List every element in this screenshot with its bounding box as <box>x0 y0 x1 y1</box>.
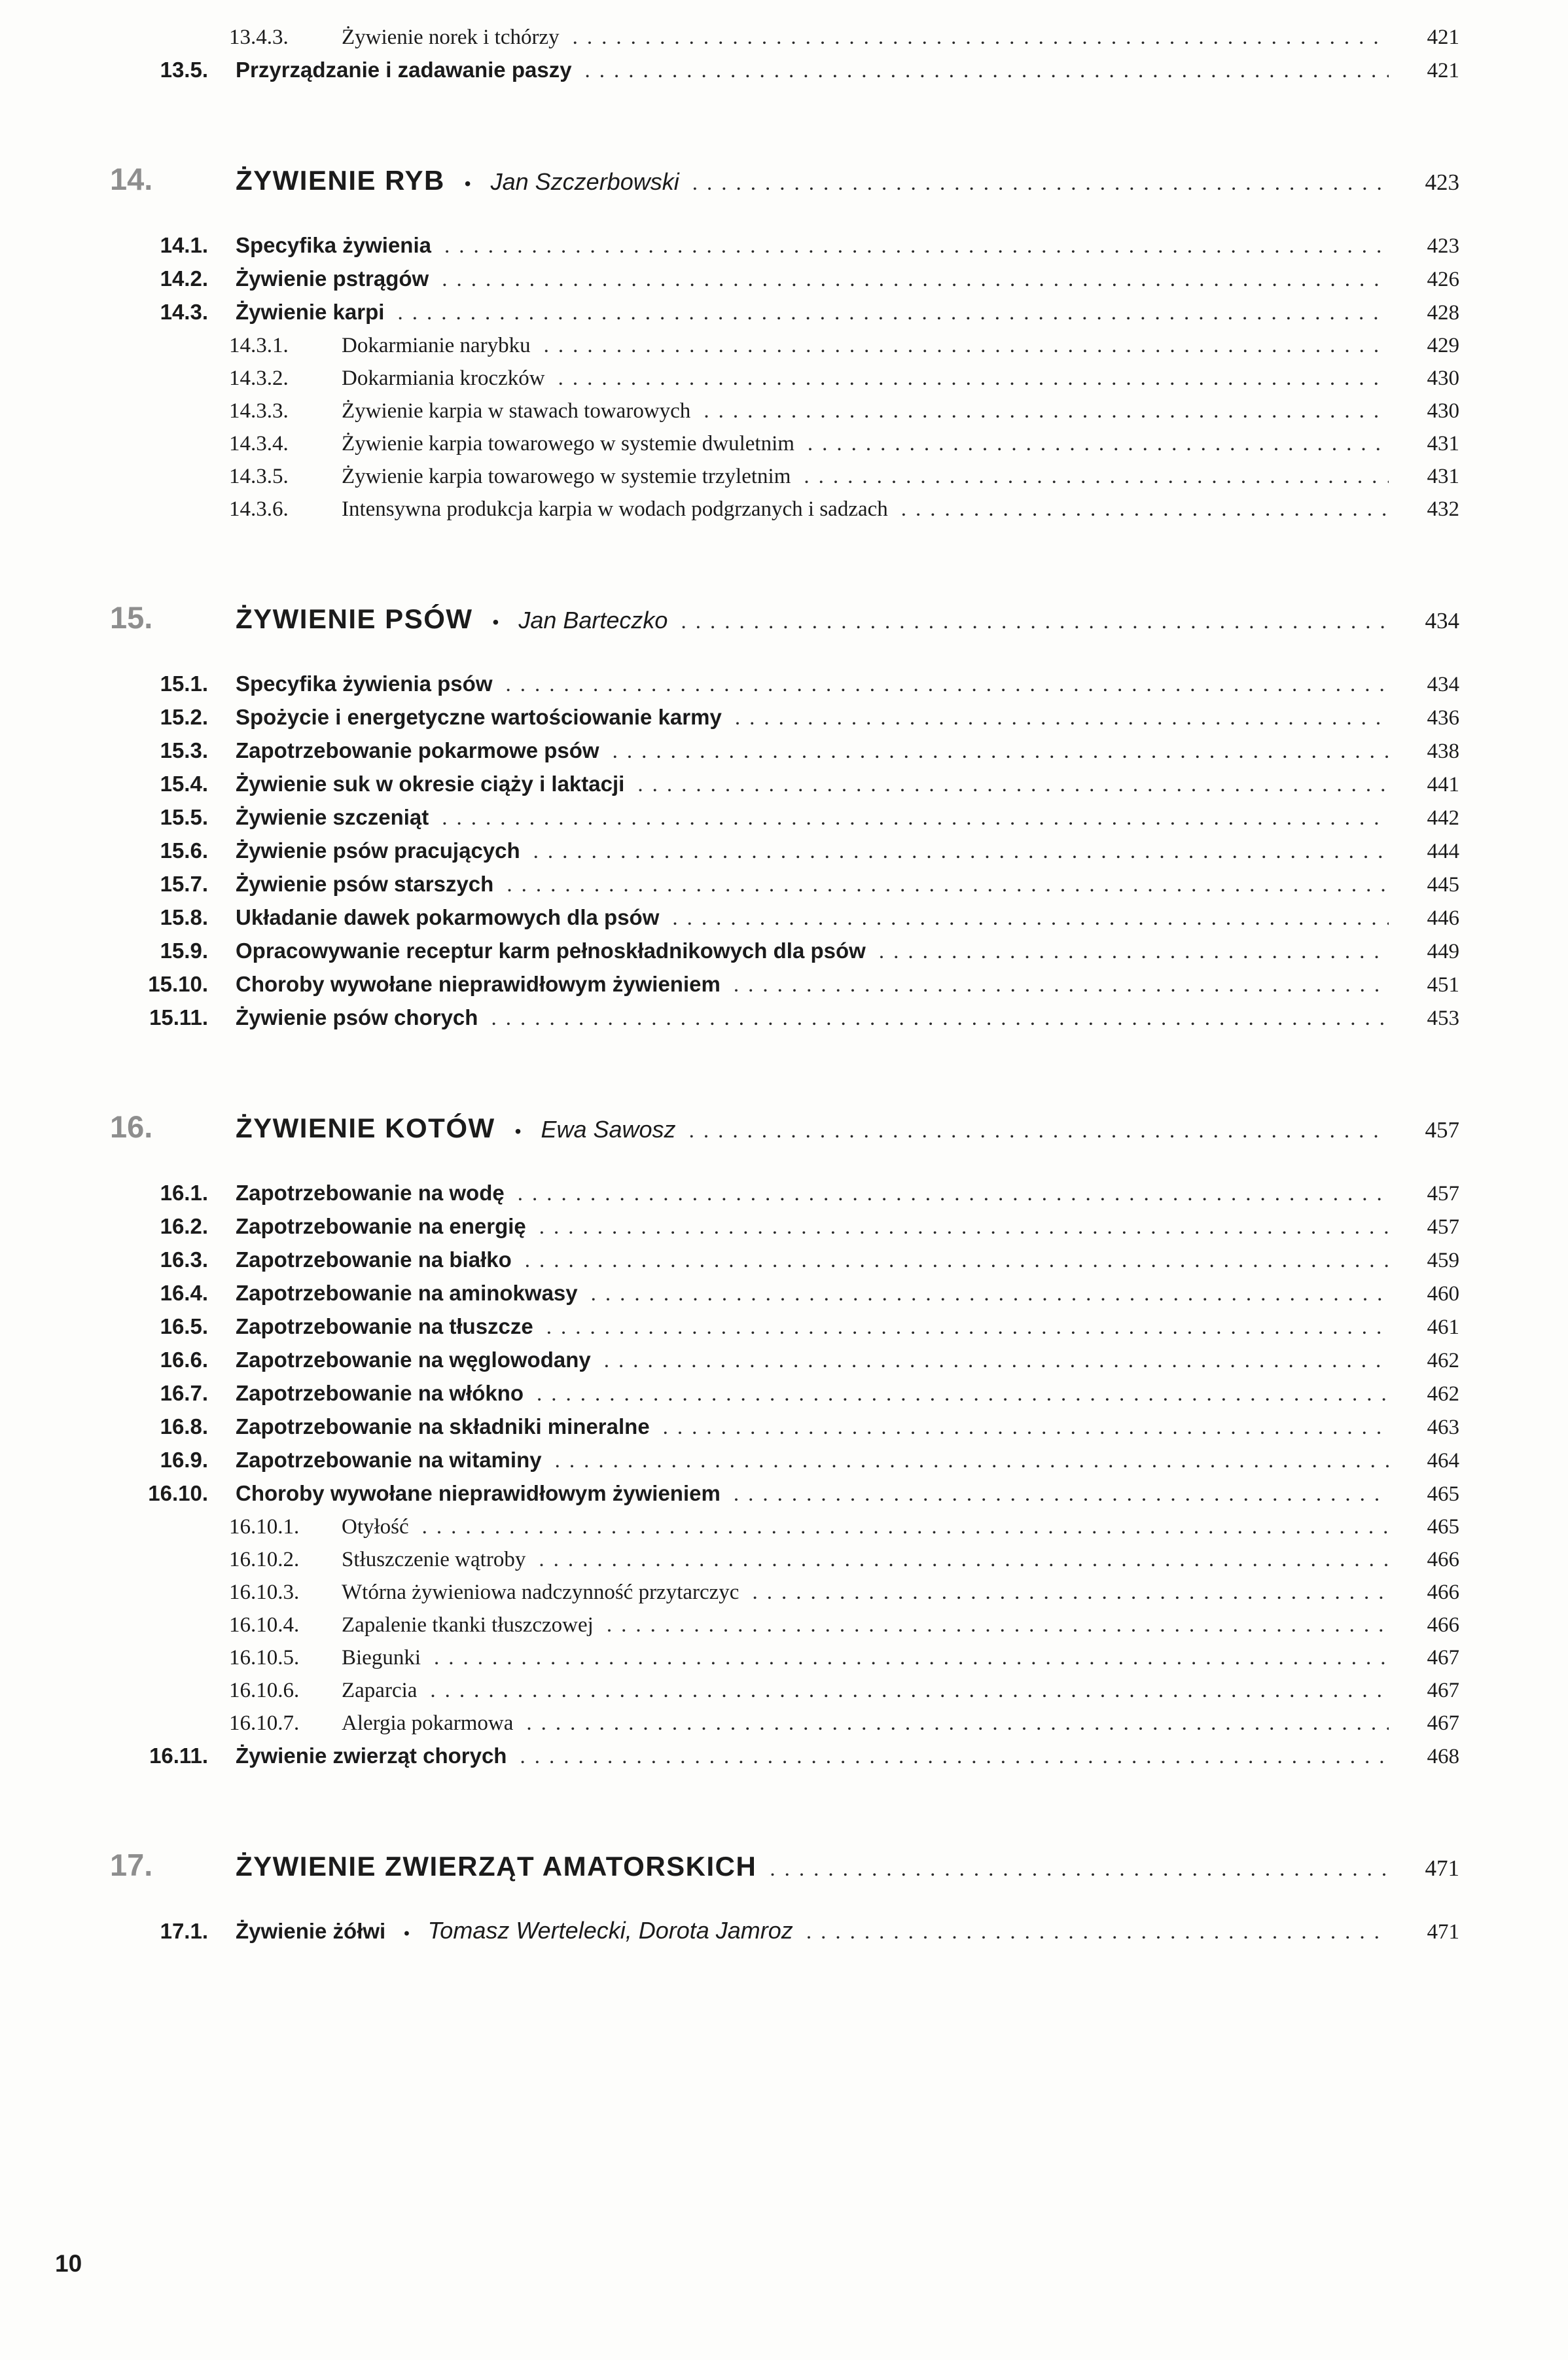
entry-number: 14.1. <box>160 233 208 257</box>
toc-entry <box>0 901 1459 935</box>
toc-entry <box>0 1707 1459 1740</box>
chapter-title: ŻYWIENIE RYB <box>236 165 445 196</box>
dot-leader <box>734 1478 1389 1511</box>
dot-leader <box>507 868 1389 901</box>
chapter-number: 17. <box>110 1848 153 1882</box>
toc-entry <box>0 1410 1459 1444</box>
toc-entry <box>0 1674 1459 1707</box>
chapter-title: ŻYWIENIE PSÓW <box>236 603 473 634</box>
entry-title: Żywienie karpi <box>236 300 385 324</box>
toc-entry <box>0 1740 1459 1773</box>
entry-page-number: 468 <box>1427 1745 1459 1768</box>
toc-entry <box>0 229 1459 262</box>
bullet-separator: • <box>404 1925 410 1942</box>
entry-title: Wtórna żywieniowa nadczynność przytarczyc <box>342 1581 739 1604</box>
dot-leader <box>430 1674 1389 1707</box>
entry-number: 16.8. <box>160 1414 208 1439</box>
toc-entry <box>0 668 1459 701</box>
dot-leader <box>804 460 1389 493</box>
entry-number: 15.7. <box>160 872 208 896</box>
entry-title: Żywienie karpia towarowego w systemie trzyletnim <box>342 465 791 488</box>
entry-number: 16.1. <box>160 1181 208 1205</box>
toc-entry <box>0 1609 1459 1641</box>
dot-leader <box>901 493 1389 526</box>
toc-entry <box>0 834 1459 868</box>
entry-title: Żywienie psów pracujących <box>236 838 520 863</box>
chapter-author: Jan Barteczko <box>518 607 668 634</box>
dot-leader <box>526 1707 1389 1740</box>
entry-page-number: 434 <box>1427 673 1459 696</box>
entry-page-number: 457 <box>1427 1182 1459 1206</box>
entry-page-number: 463 <box>1427 1416 1459 1439</box>
toc-entry <box>0 460 1459 493</box>
entry-page-number: 445 <box>1427 873 1459 897</box>
toc-entry <box>0 1576 1459 1609</box>
entry-page-number: 466 <box>1427 1613 1459 1637</box>
dot-leader <box>533 835 1389 868</box>
toc-entry <box>0 1377 1459 1410</box>
entry-title: Zapotrzebowanie na składniki mineralne <box>236 1414 650 1439</box>
toc-entry <box>0 1277 1459 1310</box>
entry-number: 14.3.1. <box>229 334 289 357</box>
entry-page-number: 471 <box>1427 1920 1459 1944</box>
bullet-separator: • <box>492 612 499 632</box>
entry-page-number: 423 <box>1427 234 1459 258</box>
entry-number: 14.3. <box>160 300 208 324</box>
entry-title: Zapotrzebowanie na włókno <box>236 1381 524 1405</box>
entry-title: Zapotrzebowanie pokarmowe psów <box>236 738 599 762</box>
entry-author: Tomasz Wertelecki, Dorota Jamroz <box>427 1917 793 1944</box>
toc-entry <box>0 296 1459 329</box>
dot-leader <box>735 702 1389 734</box>
dot-leader <box>672 902 1389 935</box>
chapter-title: ŻYWIENIE ZWIERZĄT AMATORSKICH <box>236 1851 757 1882</box>
dot-leader <box>734 969 1389 1001</box>
toc-entry <box>0 1641 1459 1674</box>
entry-page-number: 428 <box>1427 301 1459 325</box>
dot-leader <box>444 230 1389 262</box>
entry-page-number: 438 <box>1427 740 1459 763</box>
toc-entry <box>0 734 1459 768</box>
toc-entry <box>0 1477 1459 1511</box>
dot-leader <box>491 1002 1389 1035</box>
entry-page-number: 421 <box>1427 26 1459 49</box>
entry-title: Zapalenie tkanki tłuszczowej <box>342 1613 594 1637</box>
dot-leader <box>663 1411 1389 1444</box>
entry-number: 16.11. <box>149 1743 208 1768</box>
entry-number: 16.10.4. <box>229 1613 300 1637</box>
chapter-page-number: 471 <box>1425 1855 1459 1881</box>
toc-chapter-heading <box>0 1105 1459 1153</box>
dot-leader <box>689 1109 1389 1153</box>
entry-page-number: 426 <box>1427 268 1459 291</box>
toc-chapter-heading <box>0 1844 1459 1891</box>
entry-title: Zapotrzebowanie na białko <box>236 1247 512 1272</box>
dot-leader <box>591 1278 1389 1310</box>
toc-entry <box>0 1243 1459 1277</box>
entry-number: 17.1. <box>160 1919 208 1943</box>
entry-title: Spożycie i energetyczne wartościowanie karmy <box>236 705 722 729</box>
entry-page-number: 467 <box>1427 1679 1459 1702</box>
entry-page-number: 442 <box>1427 806 1459 830</box>
entry-page-number: 429 <box>1427 334 1459 357</box>
entry-title: Zaparcia <box>342 1679 418 1702</box>
entry-page-number: 446 <box>1427 906 1459 930</box>
dot-leader <box>442 802 1389 834</box>
entry-page-number: 467 <box>1427 1646 1459 1670</box>
dot-leader <box>704 395 1389 427</box>
dot-leader <box>558 362 1389 395</box>
dot-leader <box>637 768 1389 801</box>
entry-number: 15.11. <box>149 1005 208 1029</box>
entry-title: Żywienie szczeniąt <box>236 805 429 829</box>
entry-number: 14.3.3. <box>229 399 289 423</box>
toc-entry <box>0 362 1459 395</box>
entry-title: Żywienie psów starszych <box>236 872 494 896</box>
entry-number: 15.3. <box>160 738 208 762</box>
chapter-number: 15. <box>110 600 153 635</box>
dot-leader <box>604 1344 1389 1377</box>
entry-title: Żywienie norek i tchórzy <box>342 26 560 49</box>
toc-entry <box>0 262 1459 296</box>
entry-title: Alergia pokarmowa <box>342 1711 514 1735</box>
entry-number: 14.3.4. <box>229 432 289 456</box>
bullet-separator: • <box>514 1121 522 1141</box>
entry-page-number: 430 <box>1427 399 1459 423</box>
entry-page-number: 457 <box>1427 1215 1459 1239</box>
entry-title: Stłuszczenie wątroby <box>342 1548 526 1571</box>
entry-number: 16.10.7. <box>229 1711 300 1735</box>
entry-number: 16.10. <box>148 1481 208 1505</box>
entry-page-number: 436 <box>1427 706 1459 730</box>
entry-number: 15.6. <box>160 838 208 863</box>
entry-title: Intensywna produkcja karpia w wodach podgrzanych i sadzach <box>342 497 888 521</box>
dot-leader <box>539 1543 1389 1576</box>
entry-number: 16.10.6. <box>229 1679 300 1702</box>
toc-entry <box>0 1344 1459 1377</box>
toc-entry <box>0 427 1459 460</box>
chapter-author: Ewa Sawosz <box>541 1116 676 1143</box>
toc-entry <box>0 395 1459 427</box>
dot-leader <box>613 735 1389 768</box>
entry-title: Opracowywanie receptur karm pełnoskładnikowych dla psów <box>236 939 866 963</box>
chapter-number: 16. <box>110 1109 153 1144</box>
toc-entry <box>0 1210 1459 1243</box>
entry-number: 13.4.3. <box>229 26 289 49</box>
entry-title: Żywienie suk w okresie ciąży i laktacji <box>236 772 625 796</box>
entry-page-number: 431 <box>1427 465 1459 488</box>
entry-page-number: 465 <box>1427 1482 1459 1506</box>
entry-page-number: 466 <box>1427 1581 1459 1604</box>
entry-title: Biegunki <box>342 1646 421 1670</box>
entry-title: Żywienie karpia towarowego w systemie dwuletnim <box>342 432 794 456</box>
entry-number: 15.9. <box>160 939 208 963</box>
entry-page-number: 465 <box>1427 1515 1459 1539</box>
entry-title: Zapotrzebowanie na węglowodany <box>236 1348 591 1372</box>
dot-leader <box>546 1311 1389 1344</box>
entry-number: 16.3. <box>160 1247 208 1272</box>
dot-leader <box>506 668 1389 701</box>
toc-entry <box>0 1914 1459 1950</box>
dot-leader <box>681 600 1389 643</box>
entry-page-number: 441 <box>1427 773 1459 796</box>
entry-page-number: 467 <box>1427 1711 1459 1735</box>
entry-number: 16.7. <box>160 1381 208 1405</box>
entry-title: Dokarmiania kroczków <box>342 367 545 390</box>
toc-entry <box>0 935 1459 968</box>
entry-title: Zapotrzebowanie na witaminy <box>236 1448 542 1472</box>
toc-entry <box>0 1511 1459 1543</box>
entry-number: 15.4. <box>160 772 208 796</box>
toc-entry <box>0 493 1459 526</box>
dot-leader <box>879 935 1389 968</box>
dot-leader <box>808 427 1389 460</box>
toc-chapter-heading <box>0 596 1459 644</box>
entry-number: 15.10. <box>148 972 208 996</box>
toc-entry <box>0 868 1459 901</box>
entry-page-number: 460 <box>1427 1282 1459 1306</box>
entry-title: Dokarmianie narybku <box>342 334 531 357</box>
toc <box>0 21 1568 1950</box>
entry-number: 16.6. <box>160 1348 208 1372</box>
toc-entry <box>0 1543 1459 1576</box>
entry-title: Układanie dawek pokarmowych dla psów <box>236 905 660 929</box>
entry-title: Otyłość <box>342 1515 409 1539</box>
dot-leader <box>539 1211 1389 1243</box>
dot-leader <box>397 296 1389 329</box>
toc-entry <box>0 801 1459 834</box>
entry-title: Żywienie pstrągów <box>236 266 429 291</box>
entry-page-number: 461 <box>1427 1315 1459 1339</box>
entry-number: 16.10.2. <box>229 1548 300 1571</box>
dot-leader <box>585 54 1389 87</box>
entry-title: Choroby wywołane nieprawidłowym żywieniem <box>236 972 721 996</box>
entry-page-number: 449 <box>1427 940 1459 963</box>
entry-number: 15.2. <box>160 705 208 729</box>
entry-page-number: 444 <box>1427 840 1459 863</box>
entry-page-number: 462 <box>1427 1382 1459 1406</box>
dot-leader <box>607 1609 1389 1641</box>
entry-number: 14.3.2. <box>229 367 289 390</box>
entry-page-number: 431 <box>1427 432 1459 456</box>
entry-title: Zapotrzebowanie na tłuszcze <box>236 1314 533 1338</box>
chapter-page-number: 457 <box>1425 1117 1459 1143</box>
toc-entry <box>0 21 1459 54</box>
entry-page-number: 459 <box>1427 1249 1459 1272</box>
entry-number: 16.5. <box>160 1314 208 1338</box>
chapter-title: ŻYWIENIE KOTÓW <box>236 1113 495 1143</box>
toc-entry <box>0 1177 1459 1210</box>
entry-number: 16.10.5. <box>229 1646 300 1670</box>
toc-entry <box>0 329 1459 362</box>
entry-number: 16.9. <box>160 1448 208 1472</box>
toc-entry <box>0 701 1459 734</box>
dot-leader <box>770 1848 1389 1891</box>
entry-title: Specyfika żywienia psów <box>236 671 493 696</box>
dot-leader <box>518 1177 1389 1210</box>
dot-leader <box>555 1444 1389 1477</box>
dot-leader <box>692 162 1389 205</box>
entry-page-number: 430 <box>1427 367 1459 390</box>
entry-page-number: 464 <box>1427 1449 1459 1473</box>
entry-page-number: 466 <box>1427 1548 1459 1571</box>
entry-number: 16.10.3. <box>229 1581 300 1604</box>
entry-title: Żywienie żółwi <box>236 1919 386 1943</box>
toc-chapter-heading <box>0 158 1459 206</box>
folio-page-number: 10 <box>55 2250 82 2277</box>
entry-number: 16.10.1. <box>229 1515 300 1539</box>
chapter-number: 14. <box>110 162 153 196</box>
entry-number: 15.5. <box>160 805 208 829</box>
toc-entry <box>0 768 1459 801</box>
toc-entry <box>0 1310 1459 1344</box>
entry-title: Zapotrzebowanie na aminokwasy <box>236 1281 578 1305</box>
dot-leader <box>544 329 1389 362</box>
dot-leader <box>525 1244 1389 1277</box>
chapter-page-number: 423 <box>1425 170 1459 195</box>
dot-leader <box>806 1916 1389 1948</box>
chapter-author: Jan Szczerbowski <box>490 168 679 195</box>
entry-title: Żywienie zwierząt chorych <box>236 1743 507 1768</box>
dot-leader <box>537 1378 1389 1410</box>
dot-leader <box>422 1511 1389 1543</box>
dot-leader <box>520 1740 1389 1773</box>
entry-title: Choroby wywołane nieprawidłowym żywieniem <box>236 1481 721 1505</box>
chapter-page-number: 434 <box>1425 608 1459 634</box>
dot-leader <box>442 263 1389 296</box>
entry-page-number: 462 <box>1427 1349 1459 1372</box>
entry-number: 14.3.5. <box>229 465 289 488</box>
entry-page-number: 432 <box>1427 497 1459 521</box>
toc-entry <box>0 968 1459 1001</box>
entry-title: Żywienie psów chorych <box>236 1005 478 1029</box>
entry-page-number: 421 <box>1427 59 1459 82</box>
entry-page-number: 453 <box>1427 1007 1459 1030</box>
entry-number: 15.1. <box>160 671 208 696</box>
entry-number: 14.2. <box>160 266 208 291</box>
toc-entry <box>0 1444 1459 1477</box>
entry-page-number: 451 <box>1427 973 1459 997</box>
toc-entry <box>0 54 1459 87</box>
entry-number: 16.2. <box>160 1214 208 1238</box>
bullet-separator: • <box>464 173 471 194</box>
entry-title: Zapotrzebowanie na wodę <box>236 1181 505 1205</box>
dot-leader <box>434 1641 1389 1674</box>
entry-title: Żywienie karpia w stawach towarowych <box>342 399 691 423</box>
entry-number: 13.5. <box>160 58 208 82</box>
entry-title: Zapotrzebowanie na energię <box>236 1214 526 1238</box>
toc-entry <box>0 1001 1459 1035</box>
dot-leader <box>752 1576 1389 1609</box>
entry-title: Przyrządzanie i zadawanie paszy <box>236 58 572 82</box>
entry-title: Specyfika żywienia <box>236 233 431 257</box>
entry-number: 14.3.6. <box>229 497 289 521</box>
entry-number: 15.8. <box>160 905 208 929</box>
entry-number: 16.4. <box>160 1281 208 1305</box>
dot-leader <box>573 21 1389 54</box>
